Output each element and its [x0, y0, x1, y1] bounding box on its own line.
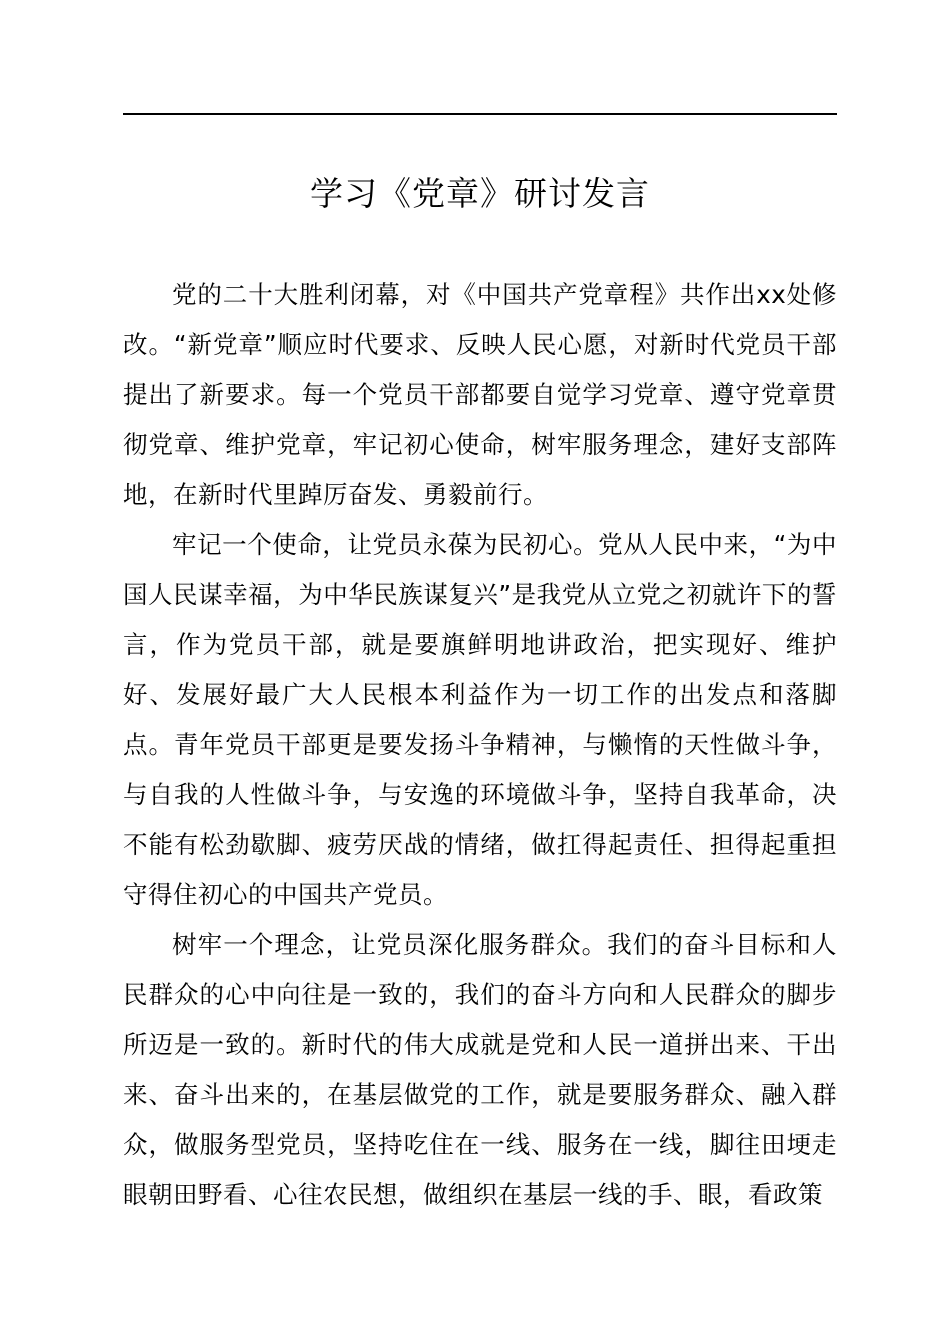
header-rule: [123, 113, 837, 115]
document-title: 学习《党章》研讨发言: [310, 174, 650, 213]
document-body: [123, 270, 837, 1220]
paragraph-mission: 牢记一个使命，让党员永葆为民初心。党从人民中来，“为中国人民谋幸福，为中华民族谋复兴”是我党从立党之初就许下的誓言，作为党员干部，就是要旗鲜明地讲政治，把实现好、维护好、发展好最广大人民根本利益作为一切工作的出发点和落脚点。青年党员干部更是要发扬斗争精神，与懒惰的天性做斗争，与自我的人性做斗争，与安逸的环境做斗争，坚持自我革命，决不能有松劲歇脚、疲劳厌战的情绪，做扛得起责任、担得起重担守得住初心的中国共产党员。: [123, 530, 837, 909]
paragraph-intro: 党的二十大胜利闭幕，对《中国共产党章程》共作出xx处修改。“新党章”顺应时代要求、反映人民心愿，对新时代党员干部提出了新要求。每一个党员干部都要自觉学习党章、遵守党章贯彻党章、维护党章，牢记初心使命，树牢服务理念，建好支部阵地，在新时代里踔厉奋发、勇毅前行。: [123, 280, 837, 509]
paragraph-service: 树牢一个理念，让党员深化服务群众。我们的奋斗目标和人民群众的心中向往是一致的，我们的奋斗方向和人民群众的脚步所迈是一致的。新时代的伟大成就是党和人民一道拼出来、干出来、奋斗出来的，在基层做党的工作，就是要服务群众、融入群众，做服务型党员，坚持吃住在一线、服务在一线，脚往田埂走眼朝田野看、心往农民想，做组织在基层一线的手、眼，看政策: [123, 930, 837, 1209]
